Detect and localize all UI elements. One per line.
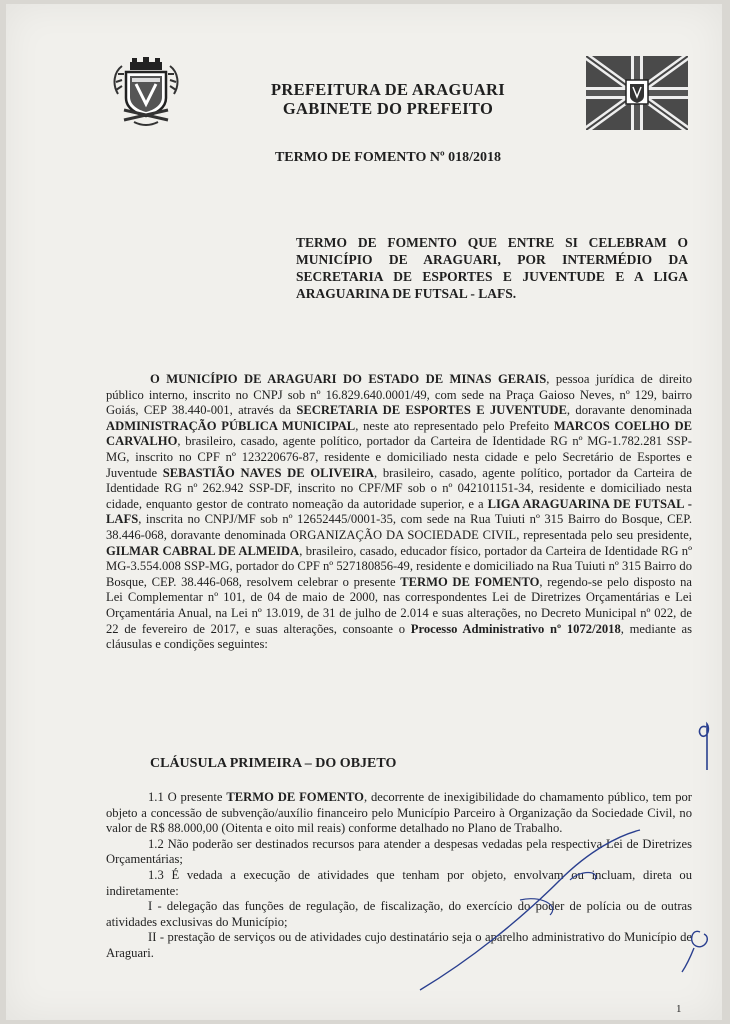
clause-one-body [106,790,692,962]
preamble-bold-run: Processo Administrativo nº 1072/2018 [410,621,621,636]
preamble-text-run: , pessoa jurídica de direito público interno, inscrito no CNPJ sob nº 16.829.640.0001/49, com sede na Praça Gaioso Neves, nº 129, bairro Goiás, CEP 38.440-001, através da [106,372,692,418]
preamble-text-run: , neste ato representado pelo Prefeito [355,418,554,433]
municipal-coat-of-arms-icon [108,54,184,130]
preamble-text-run: , brasileiro, casado, agente político, portador da Carteira de Identidade RG nº 262.942 SSP-DF, inscrito no CPF/MF sob o nº 042101151-34, residente e domiciliado nesta cidade, enquanto gestor de contrato nomeação da autoridade superior, e a [106,465,692,511]
city-flag-icon [586,56,688,130]
preamble-paragraph [106,372,692,653]
page-number: 1 [676,1003,682,1015]
clause-1-2: 1.2 Não poderão ser destinados recursos para atender a despesas vedadas pela respectiva Lei de Diretrizes Orçamentárias; [106,836,692,867]
preamble-bold-run: SEBASTIÃO NAVES DE OLIVEIRA [162,465,375,480]
clause-1-3-item-ii: II - prestação de serviços ou de atividades cujo destinatário seja o aparelho administrativo do Município de Araguari. [106,930,692,960]
preamble-text-run: , brasileiro, casado, educador físico, portador da Carteira de Identidade RG nº MG-3.554.008 SSP-MG, portador do CPF nº 527180856-49, residente e domiciliado na Rua Tuiuti nº 315 Bairro do Bosque, CEP. 38.446-068, resolvem celebrar o presente [106,543,692,589]
preamble-bold-run: SECRETARIA DE ESPORTES E JUVENTUDE [296,403,567,418]
preamble-bold-run: GILMAR CABRAL DE ALMEIDA [106,543,300,558]
preamble-bold-run: MARCOS COELHO DE CARVALHO [106,418,692,449]
preamble-bold-run: LIGA ARAGUARINA DE FUTSAL - LAFS [106,496,692,527]
preamble-bold-run: TERMO DE FOMENTO [400,574,540,589]
preamble-bold-run: ADMINISTRAÇÃO PÚBLICA MUNICIPAL [106,418,356,433]
preamble-text-run: , regendo-se pelo disposto na Lei Complementar nº 101, de 04 de maio de 2000, nas correspondentes Lei de Diretrizes Orçamentárias e Lei Orçamentária Anual, na Lei nº 13.019, de 31 de julho de 2.014 e suas alterações, no Decreto Municipal nº 022, de 22 de fevereiro de 2017, e suas alterações, consoante o [106,574,692,636]
gabinete-title: GABINETE DO PREFEITO [282,99,494,118]
preamble-text-run: , brasileiro, casado, agente político, portador da Carteira de Identidade RG nº MG-1.782.281 SSP-MG, inscrito no CPF nº 123220676-87, residente e domiciliado nesta cidade e pelo Secretário de Esportes e Juventude [106,434,692,480]
clause-one-title: CLÁUSULA PRIMEIRA – DO OBJETO [150,756,397,771]
prefeitura-title: PREFEITURA DE ARAGUARI [271,80,505,99]
clause-1-3-item-i: I - delegação das funções de regulação, de fiscalização, do exercício do poder de polícia ou de outras atividades exclusivas do Município; [106,899,692,929]
preamble-text [106,372,692,653]
clause-1-3: 1.3 É vedada a execução de atividades que tenham por objeto, envolvam ou incluam, direta ou indiretamente: [106,867,692,898]
preamble-text-run: , doravante denominada [566,403,692,418]
ementa-summary: TERMO DE FOMENTO QUE ENTRE SI CELEBRAM O MUNICÍPIO DE ARAGUARI, POR INTERMÉDIO DA SECRETARIA DE ESPORTES E JUVENTUDE E A LIGA ARAGUARINA DE FUTSAL - LAFS. [296,235,688,301]
termo-number-heading: TERMO DE FOMENTO Nº 018/2018 [274,150,502,165]
clause-1-1: 1.1 O presente TERMO DE FOMENTO, decorrente de inexigibilidade do chamamento público, tem por objeto a concessão de subvenção/auxílio financeiro pelo Município Parceiro à Organização da Sociedade Civil, no valor de R$ 88.000,00 (Oitenta e oito mil reais) conforme detalhado no Plano de Trabalho. [106,790,692,836]
preamble-bold-run: O MUNICÍPIO DE ARAGUARI DO ESTADO DE MINAS GERAIS [150,372,547,386]
preamble-text-run: , inscrita no CNPJ/MF sob nº 12652445/0001-35, com sede na Rua Tuiuti nº 315 Bairro do Bosque, CEP. 38.446-068, doravante denominada ORGANIZAÇÃO DA SOCIEDADE CIVIL, representada pelo seu presidente, [106,512,692,542]
preamble-text-run: , mediante as cláusulas e condições seguintes: [106,621,692,652]
